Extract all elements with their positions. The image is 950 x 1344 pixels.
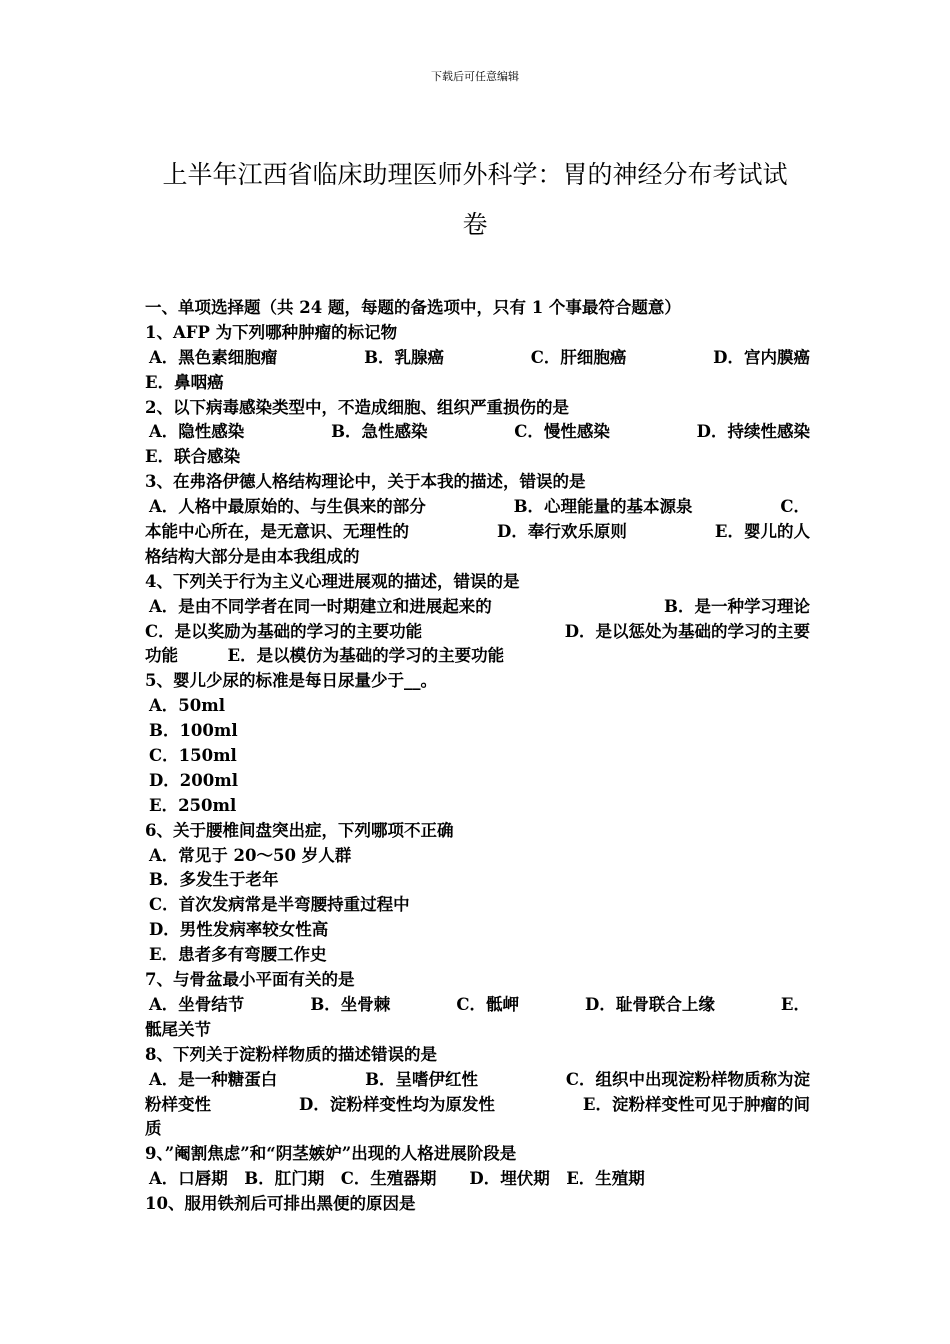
option: A．坐骨结节 <box>149 994 245 1014</box>
option: D．男性发病率较女性高 <box>149 920 329 940</box>
option: B．急性感染 <box>331 422 428 442</box>
option: A．隐性感染 <box>149 422 245 442</box>
options-line <box>145 1093 810 1118</box>
option: A．50ml <box>149 696 225 716</box>
title-line-1: 上半年江西省临床助理医师外科学：胃的神经分布考试试 <box>162 160 788 189</box>
options-line <box>145 420 810 445</box>
option: B．100ml <box>149 721 238 741</box>
question-text: 9、”阉割焦虑”和“阴茎嫉妒”出现的人格进展阶段是 <box>145 1144 517 1164</box>
option: 功能 E．是以模仿为基础的学习的主要功能 <box>145 646 505 666</box>
option: C．是以奖励为基础的学习的主要功能 <box>145 621 423 641</box>
option: D．200ml <box>149 770 238 790</box>
option: B．是一种学习理论 <box>664 596 810 616</box>
question-text: 7、与骨盆最小平面有关的是 <box>145 970 355 990</box>
question-text: 4、下列关于行为主义心理进展观的描述，错误的是 <box>145 571 520 591</box>
option: A．人格中最原始的、与生俱来的部分 <box>149 497 426 517</box>
option: B．心理能量的基本源泉 <box>513 497 693 517</box>
option: C．组织中出现淀粉样物质称为淀 <box>565 1069 810 1089</box>
option: 质 <box>145 1119 162 1139</box>
option: A．是由不同学者在同一时期建立和进展起来的 <box>149 596 492 616</box>
option: D．耻骨联合上缘 <box>585 994 715 1014</box>
option: A．常见于 20～50 岁人群 <box>149 845 352 865</box>
option: E．患者多有弯腰工作史 <box>149 945 327 965</box>
option: E．淀粉样变性可见于肿瘤的间 <box>582 1094 810 1114</box>
options-line <box>145 520 810 545</box>
options-line <box>145 1068 810 1093</box>
option: D．奉行欢乐原则 <box>497 522 627 542</box>
option: C．首次发病常是半弯腰持重过程中 <box>149 895 410 915</box>
question-text: 2、以下病毒感染类型中，不造成细胞、组织严重损伤的是 <box>145 397 569 417</box>
question-text: 6、关于腰椎间盘突出症，下列哪项不正确 <box>145 820 454 840</box>
question-text: 3、在弗洛伊德人格结构理论中，关于本我的描述，错误的是 <box>145 472 586 492</box>
page-header-note: 下载后可任意编辑 <box>431 70 519 83</box>
title-line-2: 卷 <box>462 210 488 239</box>
section-heading: 一、单项选择题（共 24 题，每题的备选项中，只有 1 个事最符合题意） <box>145 298 681 317</box>
option: B．多发生于老年 <box>149 870 279 890</box>
options-line <box>145 620 810 645</box>
options-line: A．口唇期 B．肛门期 C．生殖器期 D．埋伏期 E．生殖期 <box>149 1169 645 1189</box>
option: A．是一种糖蛋白 <box>149 1069 278 1089</box>
option: 粉样变性 <box>145 1094 211 1114</box>
option: B．呈嗜伊红性 <box>365 1069 479 1089</box>
exam-content <box>145 296 810 1217</box>
question-text: 1、AFP 为下列哪种肿瘤的标记物 <box>145 322 398 342</box>
option: D．是以惩处为基础的学习的主要 <box>564 621 810 641</box>
option: D．持续性感染 <box>696 422 810 442</box>
options-line <box>145 595 810 620</box>
option: B．坐骨棘 <box>310 994 391 1014</box>
options-line <box>145 346 810 371</box>
question-text: 5、婴儿少尿的标准是每日尿量少于__。 <box>145 671 437 691</box>
option: B．乳腺癌 <box>364 347 445 367</box>
option: E． <box>780 994 810 1014</box>
option: E．鼻咽癌 <box>145 372 224 392</box>
question-text: 10、服用铁剂后可排出黑便的原因是 <box>145 1194 416 1214</box>
document-title <box>140 150 810 250</box>
option: C．肝细胞癌 <box>530 347 627 367</box>
option: D．淀粉样变性均为原发性 <box>299 1094 495 1114</box>
option: 骶尾关节 <box>145 1019 211 1039</box>
option: E．婴儿的人 <box>714 522 810 542</box>
options-line <box>145 495 810 520</box>
option: E．联合感染 <box>145 447 241 467</box>
option: 格结构大部分是由本我组成的 <box>145 546 360 566</box>
option: C．慢性感染 <box>514 422 610 442</box>
options-line <box>145 993 810 1018</box>
option: C．骶岬 <box>456 994 519 1014</box>
option: D．宫内膜癌 <box>713 347 810 367</box>
option: C． <box>780 497 810 517</box>
question-text: 8、下列关于淀粉样物质的描述错误的是 <box>145 1044 437 1064</box>
option: C．150ml <box>149 746 237 766</box>
option: A．黑色素细胞瘤 <box>149 347 278 367</box>
option: 本能中心所在，是无意识、无理性的 <box>145 522 409 542</box>
option: E．250ml <box>149 795 237 815</box>
